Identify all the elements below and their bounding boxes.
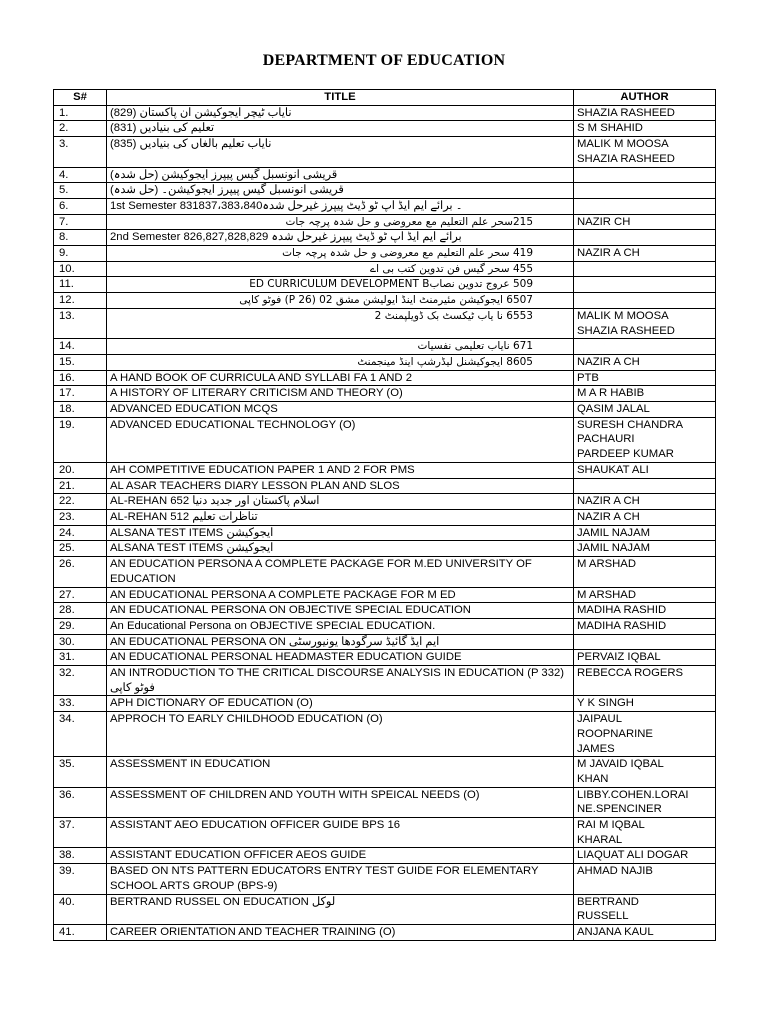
row-title: BERTRAND RUSSEL ON EDUCATION لوکل (107, 894, 574, 924)
row-title: AL ASAR TEACHERS DIARY LESSON PLAN AND SLOS (107, 478, 574, 494)
row-serial-number: 40. (54, 894, 107, 924)
row-title: An Educational Persona on OBJECTIVE SPECIAL EDUCATION. (107, 618, 574, 634)
row-author: JAMIL NAJAM (574, 525, 716, 541)
row-title: AN EDUCATIONAL PERSONA ON OBJECTIVE SPECIAL EDUCATION (107, 603, 574, 619)
row-title: نایاب ٹیچر ایجوکیشن ان پاکستان (829) (107, 105, 574, 121)
row-serial-number: 15. (54, 354, 107, 370)
row-author: LIBBY.COHEN.LORAI NE.SPENCINER (574, 787, 716, 817)
row-serial-number: 34. (54, 712, 107, 757)
row-author: MADIHA RASHID (574, 618, 716, 634)
row-author: BERTRAND RUSSELL (574, 894, 716, 924)
table-row (54, 818, 716, 848)
row-author: PERVAIZ IQBAL (574, 650, 716, 666)
row-author: AHMAD NAJIB (574, 864, 716, 894)
table-row (54, 509, 716, 525)
table-row (54, 261, 716, 277)
row-title: AN EDUCATIONAL PERSONA A COMPLETE PACKAGE FOR M ED (107, 587, 574, 603)
table-row (54, 121, 716, 137)
row-author: RAI M IQBAL KHARAL (574, 818, 716, 848)
row-author (574, 261, 716, 277)
table-row (54, 712, 716, 757)
row-author: Y K SINGH (574, 696, 716, 712)
row-title: AN EDUCATIONAL PERSONA ON ایم ایڈ گائیڈ سرگودھا یونیورسٹی (107, 634, 574, 650)
row-title: 509 عروج تدوین نصابED CURRICULUM DEVELOPMENT B (107, 277, 574, 293)
table-row (54, 198, 716, 214)
row-author (574, 230, 716, 246)
row-serial-number: 8. (54, 230, 107, 246)
table-row (54, 587, 716, 603)
row-author: NAZIR A CH (574, 246, 716, 262)
row-serial-number: 2. (54, 121, 107, 137)
row-author (574, 167, 716, 183)
table-row (54, 339, 716, 355)
row-serial-number: 17. (54, 386, 107, 402)
table-row (54, 230, 716, 246)
row-title: A HAND BOOK OF CURRICULA AND SYLLABI FA 1 AND 2 (107, 370, 574, 386)
row-title: ASSISTANT AEO EDUCATION OFFICER GUIDE BPS 16 (107, 818, 574, 848)
row-title: ASSESSMENT IN EDUCATION (107, 757, 574, 787)
row-serial-number: 23. (54, 509, 107, 525)
row-title: AH COMPETITIVE EDUCATION PAPER 1 AND 2 FOR PMS (107, 462, 574, 478)
row-author: SURESH CHANDRA PACHAURI PARDEEP KUMAR (574, 417, 716, 462)
row-author (574, 293, 716, 309)
table-header-row (54, 90, 716, 106)
row-serial-number: 3. (54, 137, 107, 167)
table-row (54, 354, 716, 370)
row-author: M JAVAID IQBAL KHAN (574, 757, 716, 787)
table-row (54, 277, 716, 293)
row-serial-number: 30. (54, 634, 107, 650)
row-title: CAREER ORIENTATION AND TEACHER TRAINING (O) (107, 924, 574, 940)
table-row (54, 525, 716, 541)
row-author: MALIK M MOOSA SHAZIA RASHEED (574, 308, 716, 338)
table-row (54, 618, 716, 634)
table-body (54, 105, 716, 940)
table-row (54, 478, 716, 494)
row-serial-number: 25. (54, 541, 107, 557)
row-title: 2nd Semester 826,827,828,829 برائے ایم ایڈ اپ ٹو ڈیٹ پیپرز غیرحل شدہ (107, 230, 574, 246)
row-title: ASSESSMENT OF CHILDREN AND YOUTH WITH SPEICAL NEEDS (O) (107, 787, 574, 817)
row-serial-number: 20. (54, 462, 107, 478)
row-serial-number: 9. (54, 246, 107, 262)
table-row (54, 603, 716, 619)
row-serial-number: 27. (54, 587, 107, 603)
row-title: AL-REHAN 652 اسلام پاکستان اور جدید دنیا (107, 494, 574, 510)
row-serial-number: 31. (54, 650, 107, 666)
row-serial-number: 38. (54, 848, 107, 864)
row-author: REBECCA ROGERS (574, 666, 716, 696)
row-serial-number: 36. (54, 787, 107, 817)
row-title: 1st Semester 831837،383،840۔ برائے ایم ایڈ اپ ٹو ڈیٹ پیپرز غیرحل شدہ (107, 198, 574, 214)
row-title: 671 نایاب تعلیمی نفسیات (107, 339, 574, 355)
row-serial-number: 35. (54, 757, 107, 787)
row-serial-number: 37. (54, 818, 107, 848)
row-serial-number: 39. (54, 864, 107, 894)
table-row (54, 183, 716, 199)
row-author: M A R HABIB (574, 386, 716, 402)
table-row (54, 462, 716, 478)
row-serial-number: 18. (54, 402, 107, 418)
row-title: 8605 ایجوکیشنل لیڈرشپ اینڈ مینجمنٹ (107, 354, 574, 370)
table-row (54, 370, 716, 386)
row-author: PTB (574, 370, 716, 386)
table-row (54, 137, 716, 167)
row-author: ANJANA KAUL (574, 924, 716, 940)
table-row (54, 417, 716, 462)
row-author (574, 478, 716, 494)
book-list-table (53, 89, 716, 941)
row-title: AL-REHAN 512 تناظرات تعلیم (107, 509, 574, 525)
row-serial-number: 13. (54, 308, 107, 338)
header-serial-number: S# (54, 90, 107, 106)
row-serial-number: 32. (54, 666, 107, 696)
row-author: NAZIR A CH (574, 354, 716, 370)
row-title: A HISTORY OF LITERARY CRITICISM AND THEORY (O) (107, 386, 574, 402)
table-row (54, 787, 716, 817)
row-title: 455 سحر گیس فن تدوین کتب بی اے (107, 261, 574, 277)
table-row (54, 894, 716, 924)
row-serial-number: 11. (54, 277, 107, 293)
table-row (54, 494, 716, 510)
row-author: NAZIR A CH (574, 494, 716, 510)
page-title: DEPARTMENT OF EDUCATION (262, 52, 506, 69)
row-serial-number: 21. (54, 478, 107, 494)
row-author: NAZIR CH (574, 214, 716, 230)
header-title: TITLE (107, 90, 574, 106)
table-row (54, 308, 716, 338)
row-title: ALSANA TEST ITEMS ایجوکیشن (107, 541, 574, 557)
row-title: AN EDUCATION PERSONA A COMPLETE PACKAGE FOR M.ED UNIVERSITY OF EDUCATION (107, 557, 574, 587)
row-author: JAMIL NAJAM (574, 541, 716, 557)
row-serial-number: 16. (54, 370, 107, 386)
table-row (54, 650, 716, 666)
row-title: AN EDUCATIONAL PERSONAL HEADMASTER EDUCATION GUIDE (107, 650, 574, 666)
row-title: ASSISTANT EDUCATION OFFICER AEOS GUIDE (107, 848, 574, 864)
row-title: ADVANCED EDUCATION MCQS (107, 402, 574, 418)
row-title: قریشی انونسبل گیس پیپرز ایجوکیشن (حل شدہ) (107, 167, 574, 183)
row-serial-number: 12. (54, 293, 107, 309)
row-serial-number: 1. (54, 105, 107, 121)
row-author (574, 634, 716, 650)
row-serial-number: 33. (54, 696, 107, 712)
row-title: AN INTRODUCTION TO THE CRITICAL DISCOURSE ANALYSIS IN EDUCATION (P 332) فوٹو کاپی (107, 666, 574, 696)
table-row (54, 246, 716, 262)
table-row (54, 541, 716, 557)
table-row (54, 557, 716, 587)
header-author: AUTHOR (574, 90, 716, 106)
table-row (54, 214, 716, 230)
row-serial-number: 4. (54, 167, 107, 183)
row-serial-number: 5. (54, 183, 107, 199)
table-row (54, 634, 716, 650)
row-title: قریشی انونسبل گیس پیپرز ایجوکیشن۔ (حل شدہ) (107, 183, 574, 199)
row-serial-number: 19. (54, 417, 107, 462)
row-title: 419 سحر علم التعلیم مع معروضی و حل شدہ پرچہ جات (107, 246, 574, 262)
row-serial-number: 28. (54, 603, 107, 619)
row-author: JAIPAUL ROOPNARINE JAMES (574, 712, 716, 757)
table-row (54, 864, 716, 894)
row-title: APPROCH TO EARLY CHILDHOOD EDUCATION (O) (107, 712, 574, 757)
row-serial-number: 14. (54, 339, 107, 355)
row-serial-number: 26. (54, 557, 107, 587)
row-title: نایاب تعلیم بالغاں کی بنیادیں (835) (107, 137, 574, 167)
table-row (54, 386, 716, 402)
row-author: QASIM JALAL (574, 402, 716, 418)
row-title: ADVANCED EDUCATIONAL TECHNOLOGY (O) (107, 417, 574, 462)
row-author: MALIK M MOOSA SHAZIA RASHEED (574, 137, 716, 167)
table-row (54, 293, 716, 309)
row-author (574, 339, 716, 355)
row-author: NAZIR A CH (574, 509, 716, 525)
row-author (574, 198, 716, 214)
table-row (54, 757, 716, 787)
row-author: M ARSHAD (574, 557, 716, 587)
row-serial-number: 24. (54, 525, 107, 541)
row-author: S M SHAHID (574, 121, 716, 137)
table-row (54, 666, 716, 696)
row-serial-number: 41. (54, 924, 107, 940)
row-author: M ARSHAD (574, 587, 716, 603)
row-author: MADIHA RASHID (574, 603, 716, 619)
table-row (54, 924, 716, 940)
row-author (574, 277, 716, 293)
row-serial-number: 7. (54, 214, 107, 230)
row-author: SHAZIA RASHEED (574, 105, 716, 121)
row-serial-number: 22. (54, 494, 107, 510)
row-title: 6553 نا یاب ٹیکسٹ بک ڈویلپمنٹ 2 (107, 308, 574, 338)
row-title: 215سحر علم التعلیم مع معروضی و حل شدہ پرچہ جات (107, 214, 574, 230)
row-serial-number: 6. (54, 198, 107, 214)
row-author (574, 183, 716, 199)
row-title: تعلیم کی بنیادیں (831) (107, 121, 574, 137)
table-row (54, 105, 716, 121)
row-author: LIAQUAT ALI DOGAR (574, 848, 716, 864)
table-row (54, 848, 716, 864)
table-row (54, 167, 716, 183)
row-author: SHAUKAT ALI (574, 462, 716, 478)
row-serial-number: 10. (54, 261, 107, 277)
row-title: APH DICTIONARY OF EDUCATION (O) (107, 696, 574, 712)
row-serial-number: 29. (54, 618, 107, 634)
row-title: ALSANA TEST ITEMS ایجوکیشن (107, 525, 574, 541)
row-title: 6507 ایجوکیشن مئیرمنٹ اینڈ ایولیشن مشق 02 (P 26) فوٹو کاپی (107, 293, 574, 309)
table-row (54, 402, 716, 418)
row-title: BASED ON NTS PATTERN EDUCATORS ENTRY TEST GUIDE FOR ELEMENTARY SCHOOL ARTS GROUP (BPS-9) (107, 864, 574, 894)
table-row (54, 696, 716, 712)
